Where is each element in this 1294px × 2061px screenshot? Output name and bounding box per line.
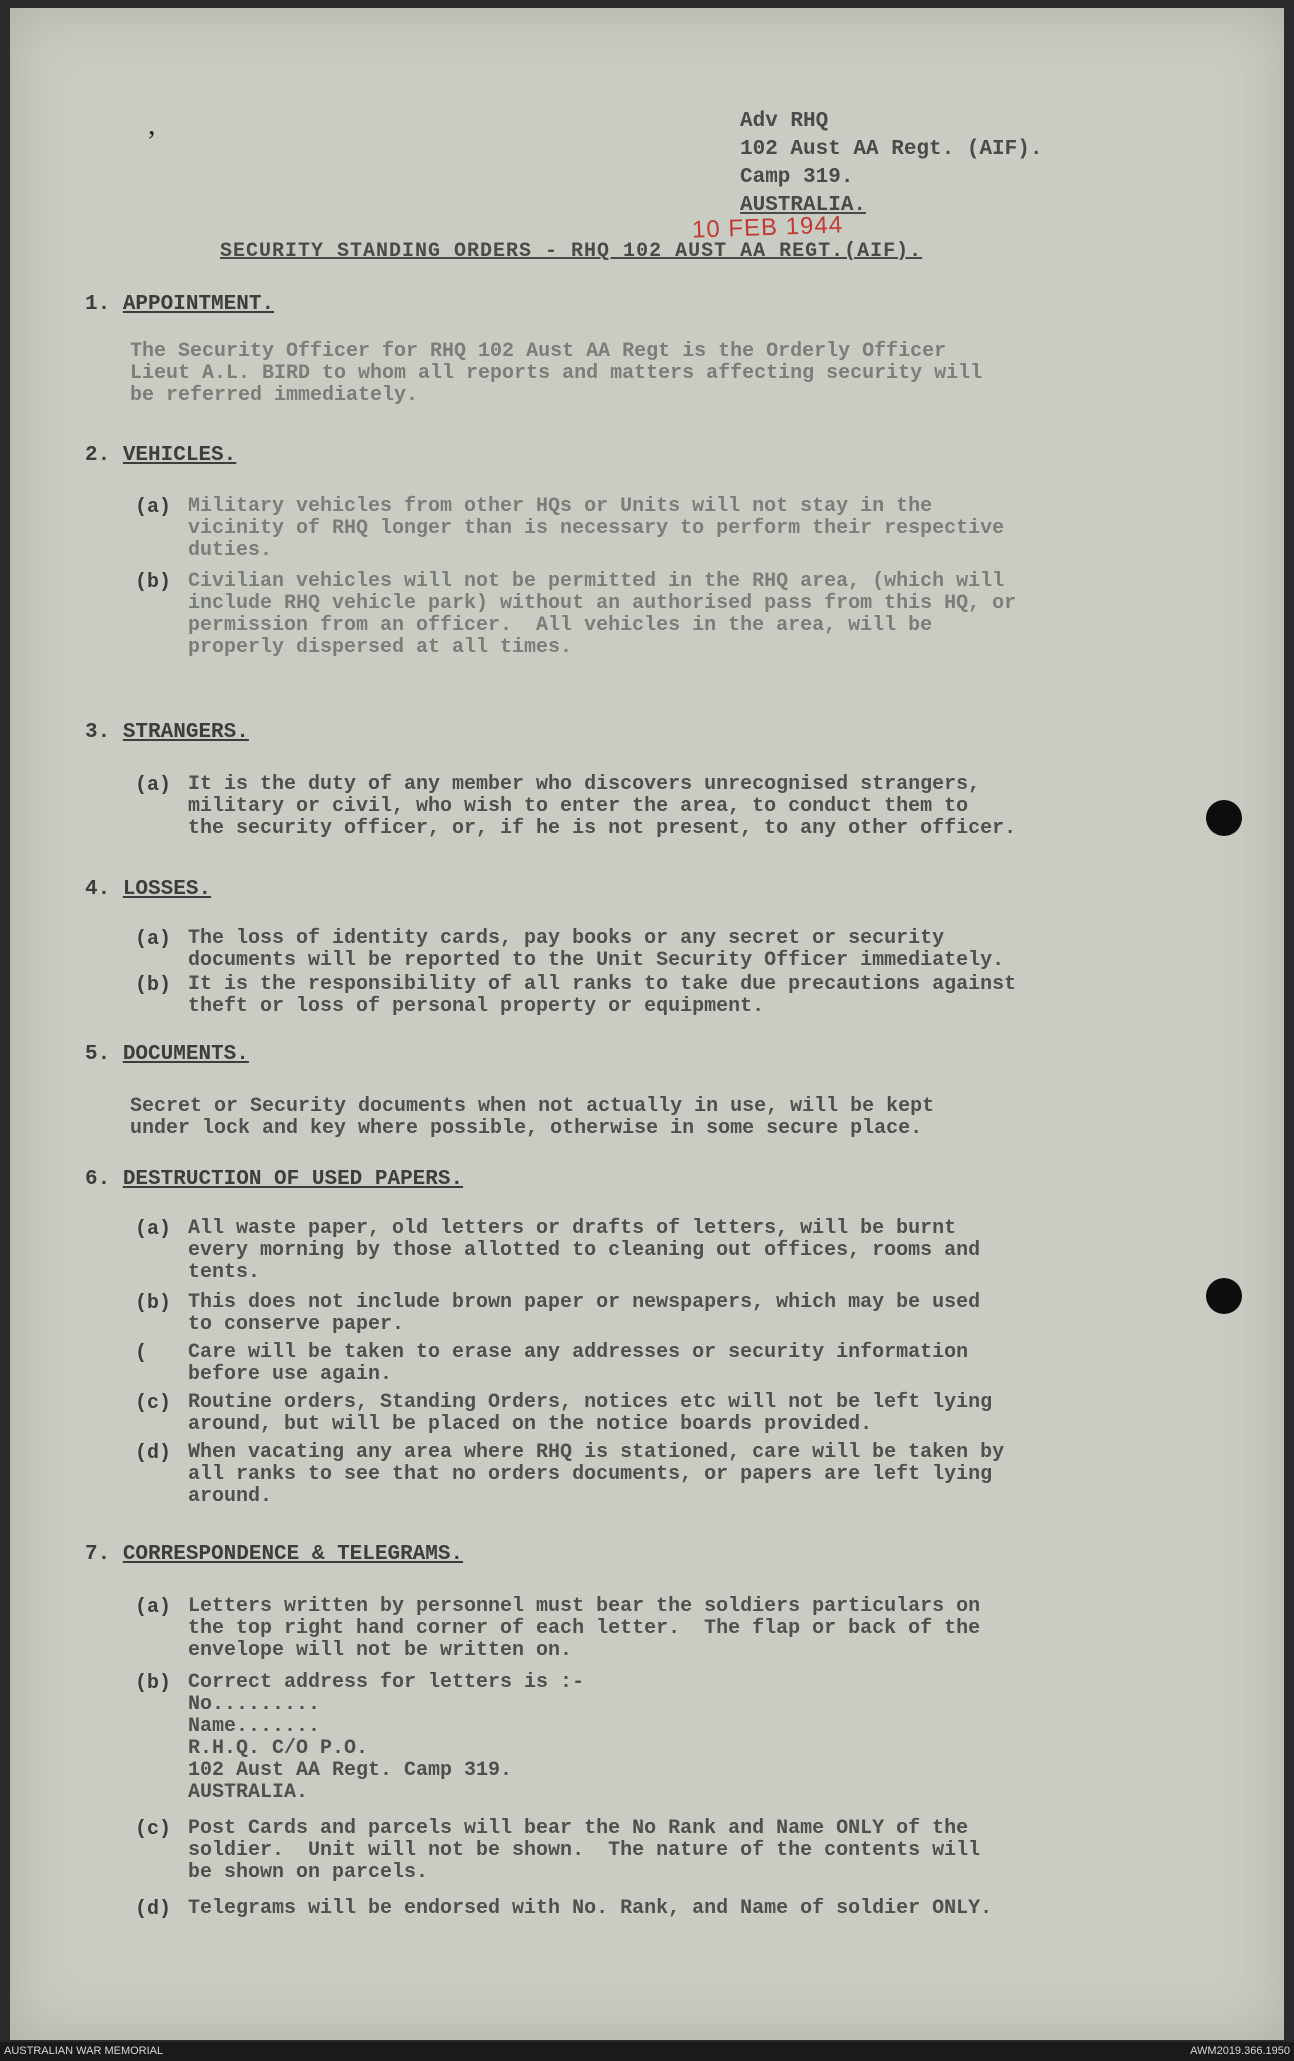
- section-7-a-text: Letters written by personnel must bear the soldiers particulars on the top right hand corner of each letter. The flap or back of the envelope will not be written on.: [188, 1595, 981, 1662]
- section-6-paren-text: Care will be taken to erase any addresses or security information before use again.: [188, 1341, 969, 1386]
- archive-footer: [0, 2042, 1294, 2061]
- section-3-a-text: It is the duty of any member who discovers unrecognised strangers, military or civil, who wish to enter the area, to conduct them to the security officer, or, if he is not present, to any other officer.: [188, 773, 1017, 840]
- section-1-text: The Security Officer for RHQ 102 Aust AA Regt is the Orderly Officer Lieut A.L. BIRD to whom all reports and matters affecting security will be referred immediately.: [130, 340, 983, 407]
- address-line-1: Adv RHQ: [740, 110, 829, 133]
- section-1-title: APPOINTMENT.: [122, 293, 275, 316]
- address-line-3: Camp 319.: [740, 166, 854, 189]
- section-7-c-text: Post Cards and parcels will bear the No Rank and Name ONLY of the soldier. Unit will not be shown. The nature of the contents will be shown on parcels.: [188, 1817, 981, 1884]
- section-4-b-label: (b): [135, 974, 172, 997]
- address-line-2: 102 Aust AA Regt. (AIF).: [740, 138, 1043, 161]
- punch-hole-upper: [1206, 800, 1242, 836]
- section-6-b-label: (b): [135, 1292, 172, 1315]
- date-stamp: 10 FEB 1944: [691, 211, 844, 244]
- section-5-number: 5.: [85, 1043, 111, 1066]
- section-6-c-label: (c): [135, 1392, 172, 1415]
- section-3-number: 3.: [85, 721, 111, 744]
- section-6-paren-label: (: [135, 1342, 148, 1365]
- section-4-number: 4.: [85, 878, 111, 901]
- section-6-a-label: (a): [135, 1218, 172, 1241]
- pen-mark: ,: [148, 108, 156, 141]
- section-6-b-text: This does not include brown paper or newspapers, which may be used to conserve paper.: [188, 1291, 981, 1336]
- section-2-a-text: Military vehicles from other HQs or Units will not stay in the vicinity of RHQ longer than is necessary to perform their respective duties.: [188, 495, 1005, 562]
- section-7-number: 7.: [85, 1543, 111, 1566]
- section-7-heading: [85, 1543, 463, 1566]
- punch-hole-lower: [1206, 1278, 1242, 1314]
- section-6-d-label: (d): [135, 1442, 172, 1465]
- footer-accession-number: AWM2019.366.1950: [1190, 2045, 1290, 2057]
- section-7-b-label: (b): [135, 1672, 172, 1695]
- section-2-b-label: (b): [135, 571, 172, 594]
- section-7-d-label: (d): [135, 1898, 172, 1921]
- footer-institution: AUSTRALIAN WAR MEMORIAL: [4, 2045, 164, 2057]
- section-7-d-text: Telegrams will be endorsed with No. Rank, and Name of soldier ONLY.: [188, 1897, 993, 1920]
- section-6-d-text: When vacating any area where RHQ is stationed, care will be taken by all ranks to see that no orders documents, or papers are left lying around.: [188, 1441, 1005, 1508]
- section-6-a-text: All waste paper, old letters or drafts of letters, will be burnt every morning by those allotted to cleaning out offices, rooms and tents.: [188, 1217, 981, 1284]
- section-2-number: 2.: [85, 444, 111, 467]
- section-3-a-label: (a): [135, 774, 172, 797]
- document-title: SECURITY STANDING ORDERS - RHQ 102 AUST AA REGT.(AIF).: [220, 240, 923, 263]
- section-6-number: 6.: [85, 1168, 111, 1191]
- address-line-4: AUSTRALIA.: [740, 194, 867, 217]
- section-4-heading: [85, 878, 211, 901]
- section-5-text: Secret or Security documents when not actually in use, will be kept under lock and key where possible, otherwise in some secure place.: [130, 1095, 935, 1140]
- section-4-b-text: It is the responsibility of all ranks to take due precautions against theft or loss of personal property or equipment.: [188, 973, 1017, 1018]
- section-5-title: DOCUMENTS.: [122, 1043, 249, 1066]
- section-6-title: DESTRUCTION OF USED PAPERS.: [122, 1168, 464, 1191]
- section-4-a-label: (a): [135, 928, 172, 951]
- sender-address: [740, 108, 1042, 220]
- section-4-a-text: The loss of identity cards, pay books or any secret or security documents will be reported to the Unit Security Officer immediately.: [188, 927, 1005, 972]
- section-1-heading: [85, 293, 274, 316]
- section-2-b-text: Civilian vehicles will not be permitted in the RHQ area, (which will include RHQ vehicle park) without an authorised pass from this HQ, or permission from an officer. All vehicles in the area, will be properly dispersed at all times.: [188, 570, 1017, 659]
- section-7-b-text: Correct address for letters is :- No......... Name....... R.H.Q. C/O P.O. 102 Aust AA Regt. Camp 319. AUSTRALIA.: [188, 1671, 585, 1804]
- section-6-c-text: Routine orders, Standing Orders, notices etc will not be left lying around, but will be placed on the notice boards provided.: [188, 1391, 993, 1436]
- document-page: [10, 8, 1284, 2040]
- section-7-a-label: (a): [135, 1596, 172, 1619]
- section-2-a-label: (a): [135, 496, 172, 519]
- section-1-number: 1.: [85, 293, 111, 316]
- section-6-heading: [85, 1168, 463, 1191]
- section-7-c-label: (c): [135, 1818, 172, 1841]
- section-3-title: STRANGERS.: [122, 721, 249, 744]
- section-4-title: LOSSES.: [122, 878, 212, 901]
- section-7-title: CORRESPONDENCE & TELEGRAMS.: [122, 1543, 464, 1566]
- section-2-heading: [85, 444, 236, 467]
- section-3-heading: [85, 721, 249, 744]
- section-5-heading: [85, 1043, 249, 1066]
- section-2-title: VEHICLES.: [122, 444, 237, 467]
